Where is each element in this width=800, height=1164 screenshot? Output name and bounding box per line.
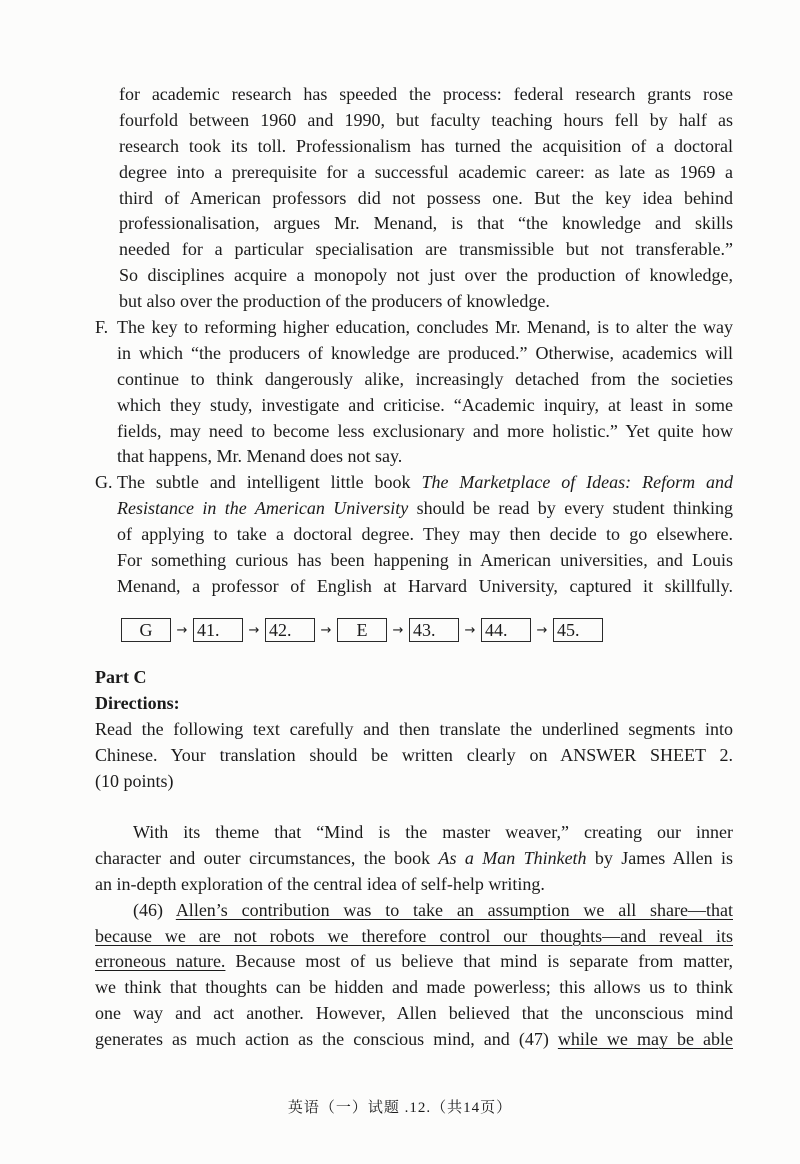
text-segment: generates as much action as the conscious mind, and (47) bbox=[95, 1029, 558, 1050]
answer-box: 41. bbox=[193, 618, 243, 642]
paragraph-g-body bbox=[117, 470, 733, 599]
text-line: for academic research has speeded the process: federal research grants rose bbox=[119, 84, 733, 104]
book-title-italic: The Marketplace of Ideas: Reform and bbox=[421, 472, 733, 493]
arrow-icon: → bbox=[248, 623, 260, 638]
book-title-italic: Resistance in the American University bbox=[117, 498, 409, 519]
paragraph-g bbox=[95, 470, 733, 599]
section-title: Part C bbox=[95, 667, 147, 687]
text-line bbox=[95, 898, 733, 924]
text-line: one way and act another. However, Allen believed that the unconscious mind bbox=[95, 1003, 733, 1024]
text-line: fields, may need to become less exclusionary and more holistic.” Yet quite how bbox=[117, 420, 733, 441]
translation-passage bbox=[95, 820, 733, 1053]
directions-line: Chinese. Your translation should be written clearly on ANSWER SHEET 2. bbox=[95, 744, 733, 765]
text-segment: Because most of us believe that mind is separate from matter, bbox=[225, 951, 733, 972]
answer-box: G bbox=[121, 618, 171, 642]
answer-box: 44. bbox=[481, 618, 531, 642]
answer-box: E bbox=[337, 618, 387, 642]
text-line: we think that thoughts can be hidden and made powerless; this allows us to think bbox=[95, 977, 733, 998]
arrow-icon: → bbox=[464, 623, 476, 638]
part-c-section bbox=[95, 665, 733, 794]
text-line: that happens, Mr. Menand does not say. bbox=[117, 446, 403, 467]
directions-label: Directions: bbox=[95, 692, 180, 713]
paragraph-label: F. bbox=[95, 317, 109, 337]
text-segment: should be read by every student thinking bbox=[408, 498, 733, 519]
text-line: For something curious has been happening in American universities, and Louis bbox=[117, 550, 733, 571]
text-line: needed for a particular specialisation are transmissible but not transferable.” bbox=[119, 239, 733, 260]
text-segment: The subtle and intelligent little book bbox=[117, 472, 422, 493]
text-line: research took its toll. Professionalism has turned the acquisition of a doctoral bbox=[119, 135, 733, 156]
ordering-sequence bbox=[121, 618, 603, 642]
text-line bbox=[117, 496, 733, 522]
underlined-segment-46: Allen’s contribution was to take an assumption we all share—that bbox=[175, 899, 733, 920]
text-line bbox=[95, 1027, 733, 1053]
text-line bbox=[95, 924, 733, 950]
text-line: but also over the production of the producers of knowledge. bbox=[119, 291, 550, 312]
directions-line: Read the following text carefully and then translate the underlined segments into bbox=[95, 718, 733, 739]
paragraph-f bbox=[95, 315, 733, 470]
arrow-icon: → bbox=[176, 623, 188, 638]
text-line: Menand, a professor of English at Harvard University, captured it skillfully. bbox=[117, 575, 733, 596]
text-line: of applying to take a doctoral degree. They may then decide to go elsewhere. bbox=[117, 524, 733, 545]
text-line bbox=[117, 470, 733, 496]
text-line bbox=[95, 949, 733, 975]
paragraph-e-continued bbox=[119, 82, 733, 315]
text-line: professionalisation, argues Mr. Menand, is that “the knowledge and skills bbox=[119, 213, 733, 234]
question-number: (46) bbox=[133, 899, 176, 920]
text-line bbox=[95, 846, 733, 872]
arrow-icon: → bbox=[392, 623, 404, 638]
paragraph-label: G. bbox=[95, 472, 113, 493]
answer-box: 43. bbox=[409, 618, 459, 642]
answer-box: 42. bbox=[265, 618, 315, 642]
arrow-icon: → bbox=[536, 623, 548, 638]
text-segment: character and outer circumstances, the book bbox=[95, 847, 439, 868]
underlined-segment-47: while we may be able bbox=[557, 1029, 733, 1050]
text-line: degree into a prerequisite for a successful academic career: as late as 1969 a bbox=[119, 161, 733, 182]
underlined-segment-46: erroneous nature. bbox=[95, 951, 226, 972]
book-title-italic: As a Man Thinketh bbox=[438, 847, 587, 868]
arrow-icon: → bbox=[320, 623, 332, 638]
text-line: continue to think dangerously alike, increasingly detached from the societies bbox=[117, 368, 733, 389]
text-line: fourfold between 1960 and 1990, but faculty teaching hours fell by half as bbox=[119, 109, 733, 130]
text-line: third of American professors did not possess one. But the key idea behind bbox=[119, 187, 733, 208]
text-segment: by James Allen is bbox=[586, 847, 733, 868]
answer-box: 45. bbox=[553, 618, 603, 642]
paragraph-f-body bbox=[117, 315, 733, 470]
text-line: With its theme that “Mind is the master weaver,” creating our inner bbox=[133, 822, 733, 842]
text-line: an in-depth exploration of the central idea of self-help writing. bbox=[95, 873, 545, 894]
text-line: So disciplines acquire a monopoly not just over the production of knowledge, bbox=[119, 265, 733, 286]
text-line: The key to reforming higher education, concludes Mr. Menand, is to alter the way bbox=[117, 317, 733, 337]
directions-line: (10 points) bbox=[95, 770, 174, 791]
text-line: in which “the producers of knowledge are produced.” Otherwise, academics will bbox=[117, 342, 733, 363]
underlined-segment-46: because we are not robots we therefore control our thoughts—and reveal its bbox=[95, 925, 733, 946]
page-footer: 英语（一）试题 .12.（共14页） bbox=[287, 1100, 513, 1116]
text-line: which they study, investigate and criticise. “Academic inquiry, at least in some bbox=[117, 394, 733, 415]
